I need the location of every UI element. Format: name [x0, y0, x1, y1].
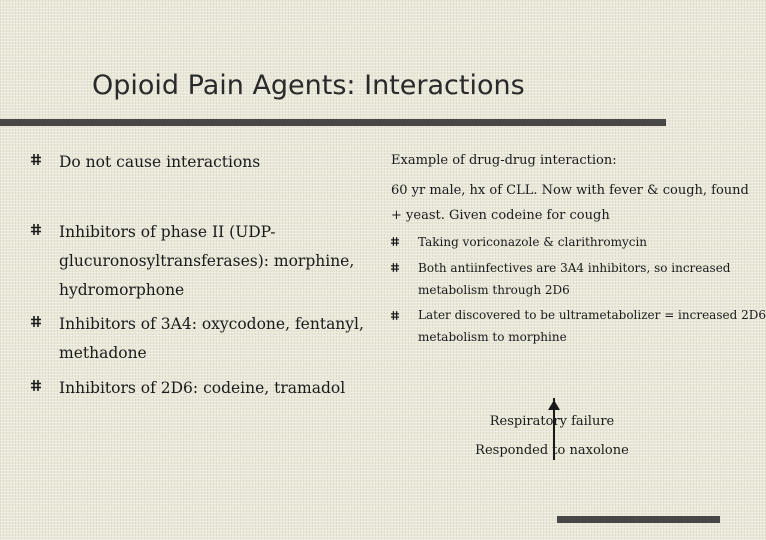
left-bullet-2 [59, 218, 354, 305]
sub-bullet-1 [418, 231, 647, 253]
example-heading: Example of drug-drug interaction: [391, 153, 617, 168]
bullet-line: Inhibitors of phase II (UDP- [59, 223, 276, 241]
sub-bullet-3 [418, 304, 766, 348]
bullet-line: glucuronosyltransferases): morphine, [59, 252, 355, 270]
hash-bullet-icon [391, 263, 399, 272]
hash-bullet-icon [31, 154, 41, 165]
bullet-line: hydromorphone [59, 281, 185, 299]
outcome-response: Responded to naxolone [475, 443, 629, 458]
bullet-line: Inhibitors of 2D6: codeine, tramadol [59, 379, 346, 397]
hash-bullet-icon [391, 311, 399, 320]
bullet-line: Do not cause interactions [59, 153, 261, 171]
hash-bullet-icon [31, 224, 41, 235]
hash-bullet-icon [391, 237, 399, 246]
title-divider [0, 119, 666, 126]
case-line: + yeast. Given codeine for cough [391, 208, 610, 223]
sub-bullet-line: metabolism to morphine [418, 330, 567, 344]
hash-bullet-icon [31, 316, 41, 327]
arrow-head [548, 400, 560, 410]
case-description [391, 178, 749, 228]
sub-bullet-line: Both antiinfectives are 3A4 inhibitors, so increased [418, 261, 731, 275]
sub-bullet-line: Taking voriconazole & clarithromycin [418, 235, 648, 249]
bullet-line: Inhibitors of 3A4: oxycodone, fentanyl, [59, 315, 364, 333]
left-bullet-1 [59, 148, 260, 177]
case-line: 60 yr male, hx of CLL. Now with fever & cough, found [391, 183, 749, 198]
left-bullet-4 [59, 374, 345, 403]
footer-divider [557, 516, 720, 523]
outcome-respiratory-failure: Respiratory failure [489, 414, 615, 429]
sub-bullet-line: Later discovered to be ultrametabolizer = increased 2D6 [418, 308, 766, 322]
bullet-line: methadone [59, 344, 147, 362]
hash-bullet-icon [31, 380, 41, 391]
sub-bullet-line: metabolism through 2D6 [418, 283, 570, 297]
slide-title: Opioid Pain Agents: Interactions [92, 70, 525, 101]
left-bullet-3 [59, 310, 364, 368]
sub-bullet-2 [418, 257, 731, 301]
